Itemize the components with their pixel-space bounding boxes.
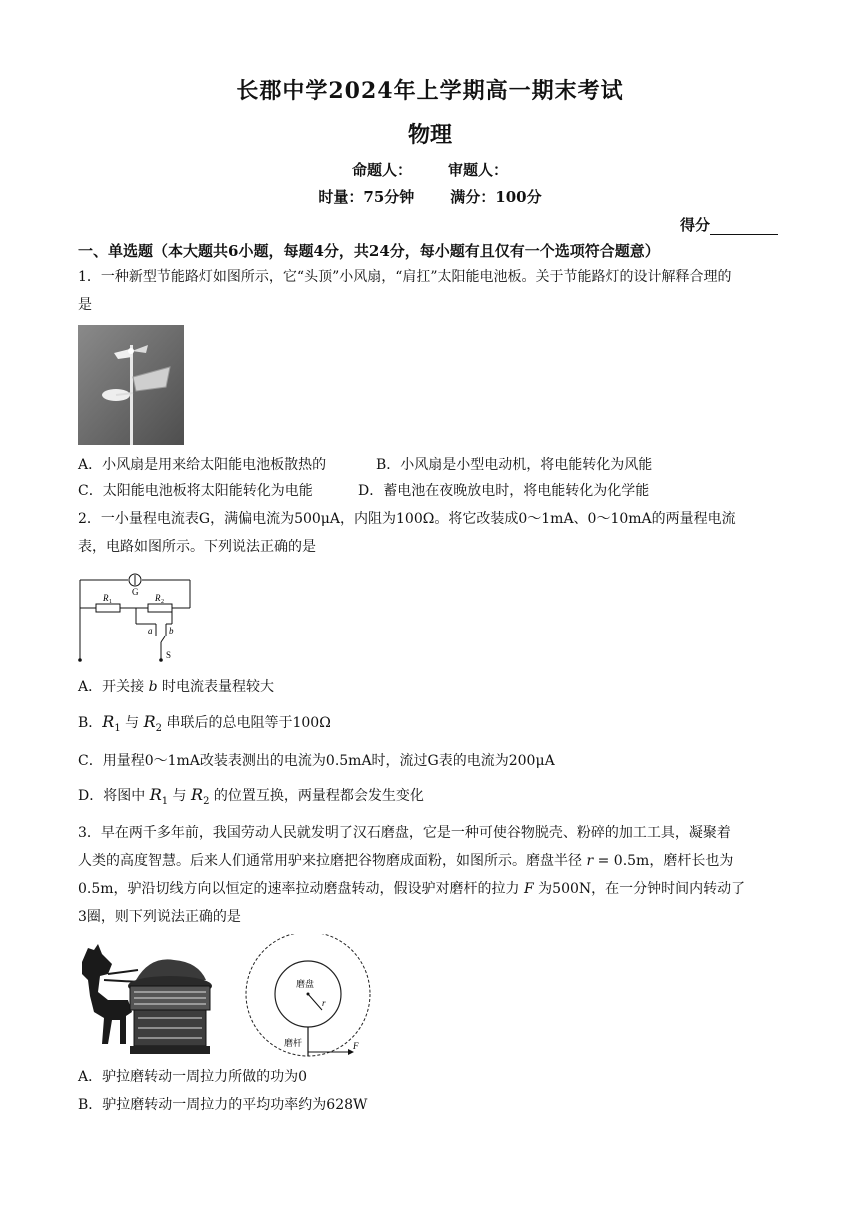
q2-optD-suffix: 的位置互换，两量程都会发生变化 (209, 788, 424, 804)
q3-line3-a: 0.5m，驴沿切线方向以恒定的速率拉动磨盘转动，假设驴对磨杆的拉力 (78, 881, 524, 897)
q2-optB-r2-sub: 2 (155, 722, 163, 734)
score-label: 得分 (680, 216, 711, 234)
label-a: a (148, 626, 153, 636)
q1-option-c[interactable]: C．太阳能电池板将太阳能转化为电能 (78, 483, 313, 499)
ammeter-circuit-diagram (70, 566, 200, 670)
exam-title: 长郡中学2024年上学期高一期末考试 (236, 78, 624, 104)
q3-line4: 3圈，则下列说法正确的是 (78, 909, 241, 925)
label-s: S (166, 650, 172, 660)
q2-optB-r2: R (143, 712, 156, 731)
score-field (680, 214, 778, 235)
q2-optA-prefix: A．开关接 (78, 679, 149, 695)
q2-option-d[interactable] (78, 785, 424, 807)
force-label: F (353, 1041, 359, 1051)
q3-line2 (78, 850, 733, 870)
time-label: 时量：75分钟 (318, 188, 415, 206)
label-r2-sub: 2 (161, 599, 164, 605)
label-r1-sub: 1 (109, 599, 112, 605)
q1-stem-line1: 1．一种新型节能路灯如图所示，它“头顶”小风扇，“肩扛”太阳能电池板。关于节能路灯的设计解释合理的 (78, 269, 732, 285)
q3-option-a[interactable]: A．驴拉磨转动一周拉力所做的功为0 (78, 1069, 308, 1085)
mill-force-diagram (240, 934, 380, 1062)
q2-stem-line2: 表，电路如图所示。下列说法正确的是 (78, 539, 316, 555)
q2-option-c[interactable]: C．用量程0～1mA改装表测出的电流为0.5mA时，流过G表的电流为200μA (78, 753, 555, 769)
q2-optD-prefix: D．将图中 (78, 788, 150, 804)
q2-optB-suffix: 串联后的总电阻等于100Ω (162, 715, 331, 731)
time-score-line (0, 186, 860, 207)
q2-optB-r1: R (102, 712, 115, 731)
q2-optD-r2: R (191, 785, 204, 804)
section-heading: 一、单选题（本大题共6小题，每题4分，共24分，每小题有且仅有一个选项符合题意） (78, 242, 660, 260)
q2-optB-r1-sub: 1 (114, 722, 121, 734)
q3-line2-var: r (586, 853, 594, 869)
label-r1: R (103, 593, 109, 603)
street-lamp-photo (78, 325, 184, 445)
q2-optD-r1: R (149, 785, 162, 804)
q3-line3 (78, 878, 745, 898)
score-blank[interactable] (710, 218, 778, 235)
q3-line3-b: 为500N，在一分钟时间内转动了 (533, 881, 746, 897)
q3-line2-a: 人类的高度智慧。后来人们通常用驴来拉磨把谷物磨成面粉，如图所示。磨盘半径 (78, 853, 587, 869)
q2-optA-suffix: 时电流表量程较大 (157, 679, 274, 695)
q2-optB-prefix: B． (78, 715, 103, 731)
label-b: b (169, 626, 174, 636)
q2-optA-var: b (148, 679, 158, 695)
q2-optD-r1-sub: 1 (161, 795, 169, 807)
rod-label: 磨杆 (284, 1038, 303, 1048)
q2-optD-r2-sub: 2 (203, 795, 210, 807)
donkey-mill-illustration (78, 940, 214, 1062)
q1-option-a[interactable]: A．小风扇是用来给太阳能电池板散热的 (78, 457, 327, 473)
setter-line (0, 159, 860, 180)
q2-option-a[interactable] (78, 676, 274, 696)
q2-option-b[interactable] (78, 712, 331, 734)
q3-line1: 3．早在两千多年前，我国劳动人民就发明了汉石磨盘，它是一种可使谷物脱壳、粉碎的加工工具，凝聚着 (78, 825, 731, 841)
q2-optB-mid: 与 (120, 715, 144, 731)
q3-line2-b: = 0.5m，磨杆长也为 (593, 853, 734, 869)
setter-label: 命题人： (351, 161, 412, 179)
q1-stem-line2: 是 (78, 297, 92, 313)
q1-option-d[interactable]: D．蓄电池在夜晚放电时，将电能转化为化学能 (358, 483, 650, 499)
q3-line3-var: F (524, 881, 534, 897)
q2-stem-line1: 2．一小量程电流表G，满偏电流为500μA，内阻为100Ω。将它改装成0～1mA、0～10mA的两量程电流 (78, 511, 736, 527)
label-g: G (132, 587, 139, 597)
radius-label: r (322, 998, 326, 1008)
label-r2: R (155, 593, 161, 603)
total-score-label: 满分：100分 (450, 188, 542, 206)
reviewer-label: 审题人： (448, 161, 509, 179)
q3-option-b[interactable]: B．驴拉磨转动一周拉力的平均功率约为628W (78, 1097, 368, 1113)
q2-optD-mid: 与 (168, 788, 192, 804)
q1-option-b[interactable]: B．小风扇是小型电动机，将电能转化为风能 (376, 457, 653, 473)
mill-label: 磨盘 (296, 979, 315, 989)
subject-title: 物理 (407, 122, 452, 148)
